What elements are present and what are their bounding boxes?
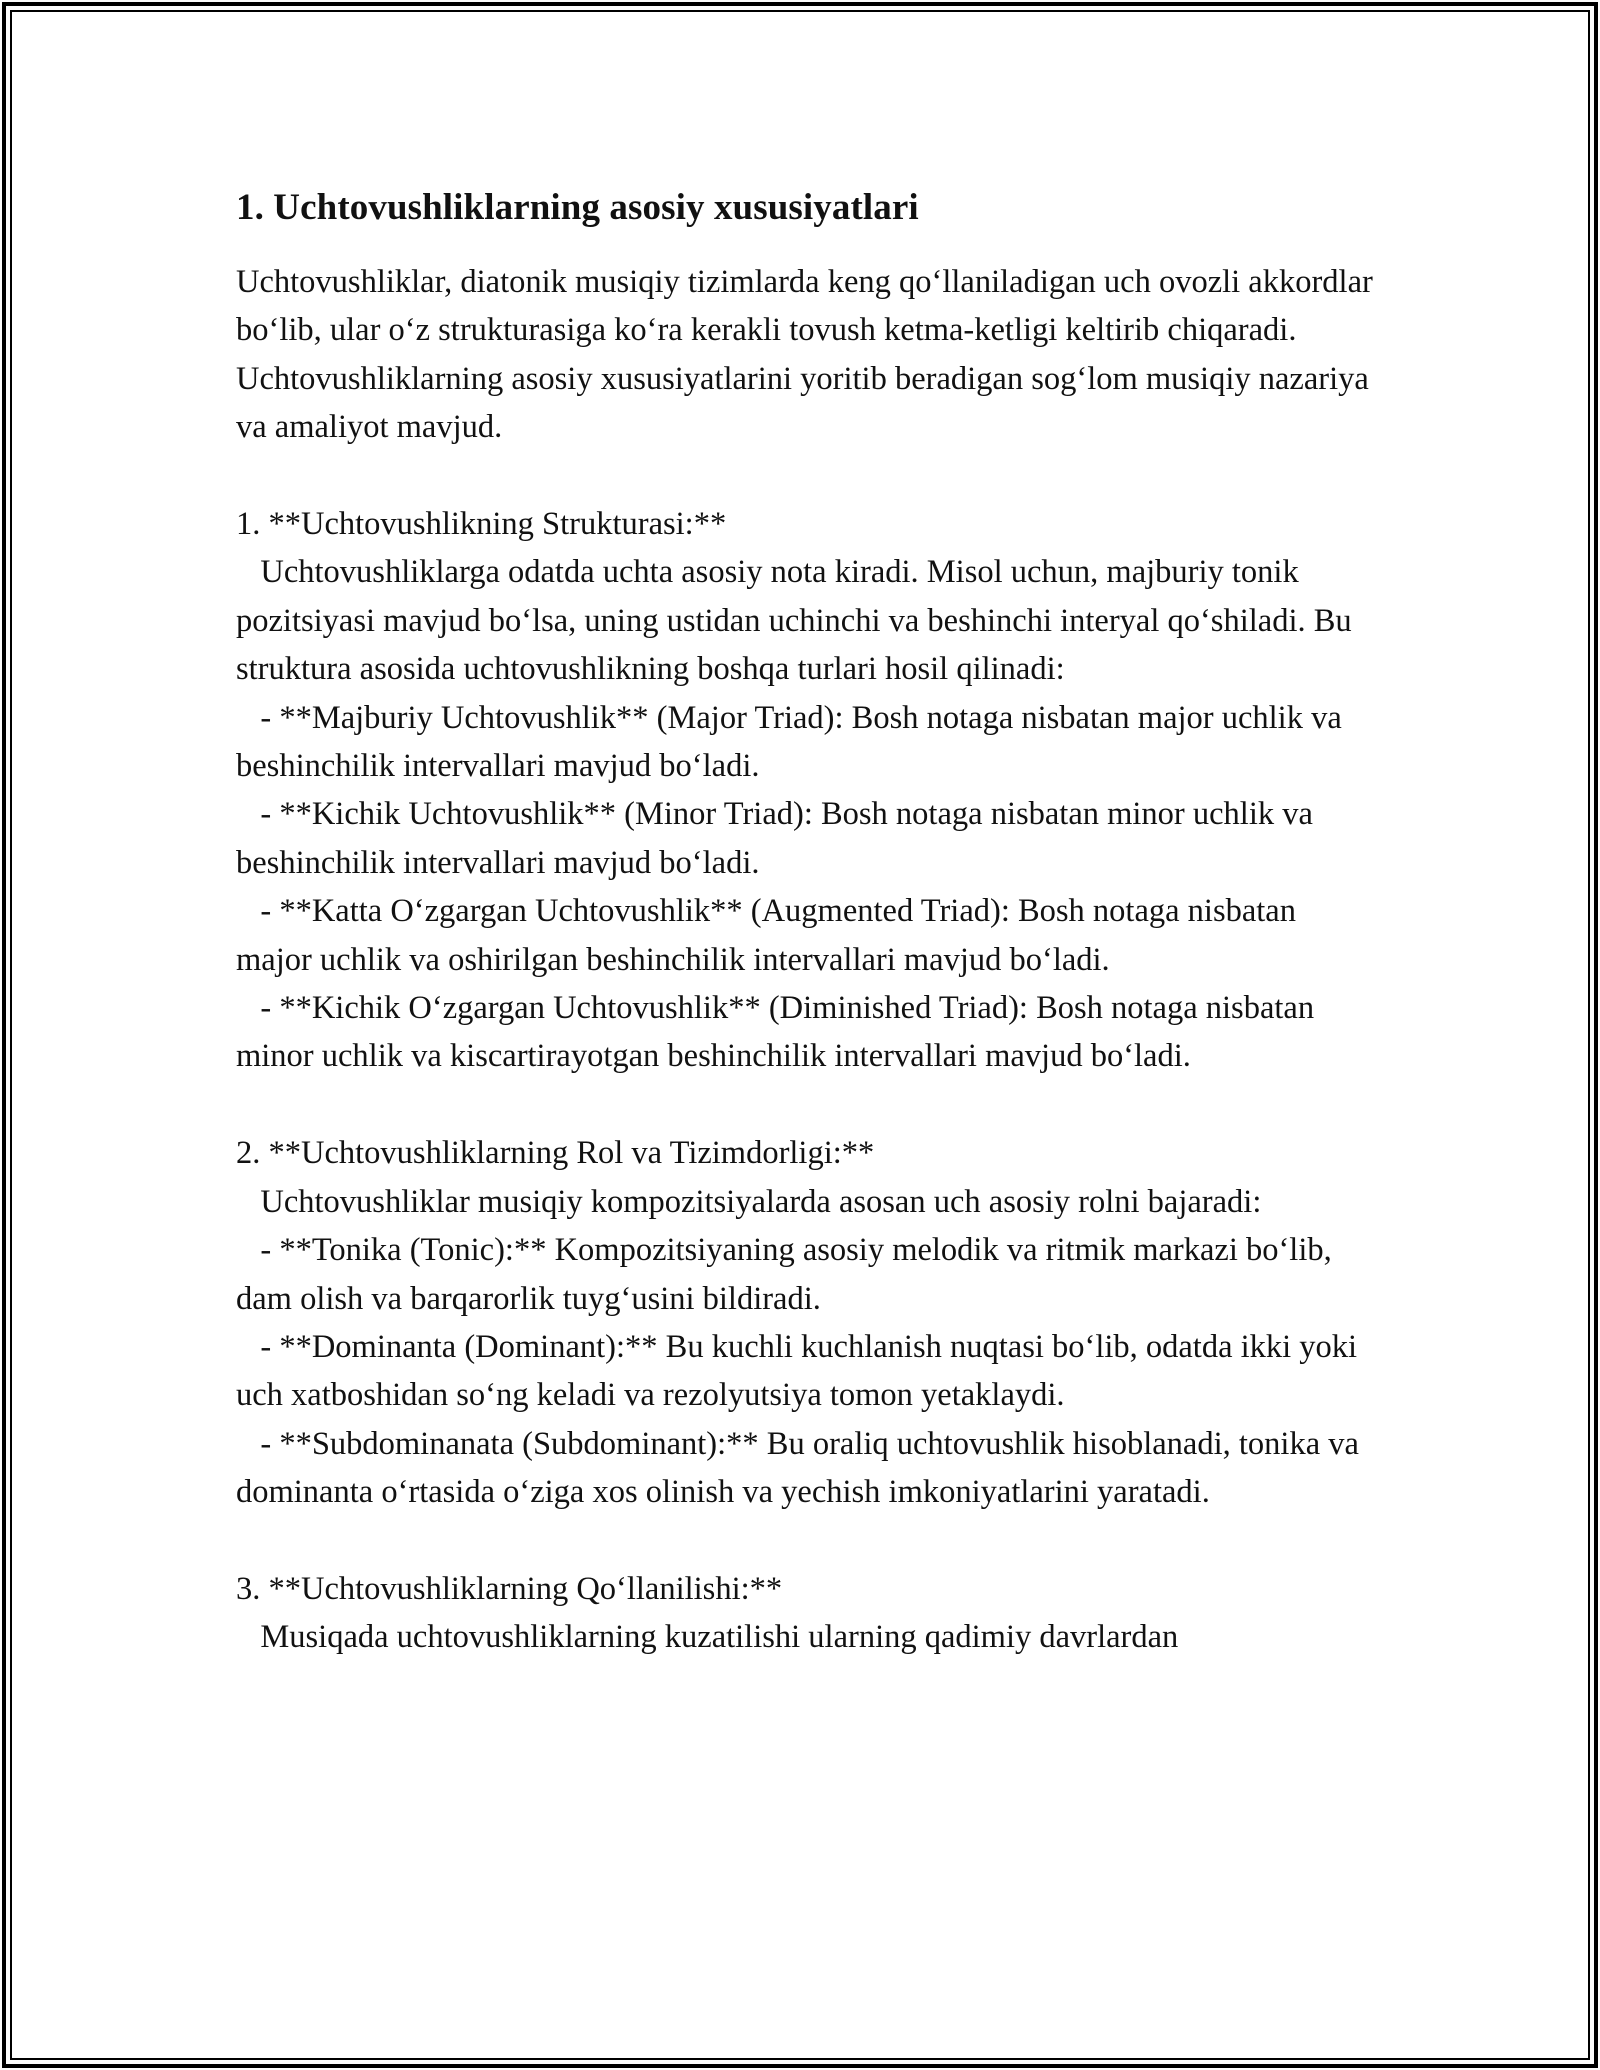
section-heading: 2. **Uchtovushliklarning Rol va Tizimdorligi:** xyxy=(236,1135,875,1172)
list-item: - **Kichik O‘zgargan Uchtovushlik** (Diminished Triad): Bosh notaga nisbatan minor uchlik va kiscartirayotgan beshinchilik intervallari mavjud bo‘ladi. xyxy=(236,990,1323,1075)
list-item: - **Tonika (Tonic):** Kompozitsiyaning asosiy melodik va ritmik markazi bo‘lib, dam olish va barqarorlik tuyg‘usini bildiradi. xyxy=(236,1232,1340,1317)
document-title: 1. Uchtovushliklarning asosiy xususiyatlari xyxy=(236,187,919,228)
section-paragraph: Uchtovushliklarga odatda uchta asosiy nota kiradi. Misol uchun, majburiy tonik pozitsiyasi mavjud bo‘lsa, uning ustidan uchinchi va beshinchi interyal qo‘shiladi. Bu struktura asosida uchtovushlikning boshqa turlari hosil qilinadi: xyxy=(236,554,1360,688)
section-heading: 1. **Uchtovushlikning Strukturasi:** xyxy=(236,506,727,543)
spacer xyxy=(236,452,1376,500)
section-heading: 3. **Uchtovushliklarning Qo‘llanilishi:** xyxy=(236,1570,783,1607)
list-item: - **Kichik Uchtovushlik** (Minor Triad): Bosh notaga nisbatan minor uchlik va beshinchilik intervallari mavjud bo‘ladi. xyxy=(236,796,1322,881)
list-item: - **Subdominanata (Subdominant):** Bu oraliq uchtovushlik hisoblanadi, tonika va dominanta o‘rtasida o‘ziga xos olinish va yechish imkoniyatlarini yaratadi. xyxy=(236,1425,1368,1511)
section-paragraph: Uchtovushliklar musiqiy kompozitsiyalarda asosan uch asosiy rolni bajaradi: xyxy=(236,1183,1262,1220)
list-item: - **Dominanta (Dominant):** Bu kuchli kuchlanish nuqtasi bo‘lib, odatda ikki yoki uch xatboshidan so‘ng keladi va rezolyutsiya tomon yetaklaydi. xyxy=(236,1328,1366,1414)
spacer xyxy=(236,1517,1376,1565)
section-structure xyxy=(236,500,1376,1081)
list-item: - **Katta O‘zgargan Uchtovushlik** (Augmented Triad): Bosh notaga nisbatan major uchlik va oshirilgan beshinchilik intervallari mavjud bo‘ladi. xyxy=(236,893,1305,978)
section-paragraph: Musiqada uchtovushliklarning kuzatilishi ularning qadimiy davrlardan xyxy=(236,1619,1179,1656)
document-body xyxy=(236,184,1381,1662)
section-usage xyxy=(236,1565,1376,1662)
spacer xyxy=(236,1081,1376,1129)
list-item: - **Majburiy Uchtovushlik** (Major Triad): Bosh notaga nisbatan major uchlik va beshinchilik intervallari mavjud bo‘ladi. xyxy=(236,699,1350,785)
section-roles xyxy=(236,1129,1376,1516)
intro-paragraph: Uchtovushliklar, diatonik musiqiy tizimlarda keng qo‘llaniladigan uch ovozli akkordlar bo‘lib, ular o‘z strukturasiga ko‘ra kerakli tovush ketma-ketligi keltirib chiqaradi. Uchtovushliklarning asosiy xususiyatlarini yoritib beradigan sog‘lom musiqiy nazariya va amaliyot mavjud. xyxy=(236,264,1381,446)
